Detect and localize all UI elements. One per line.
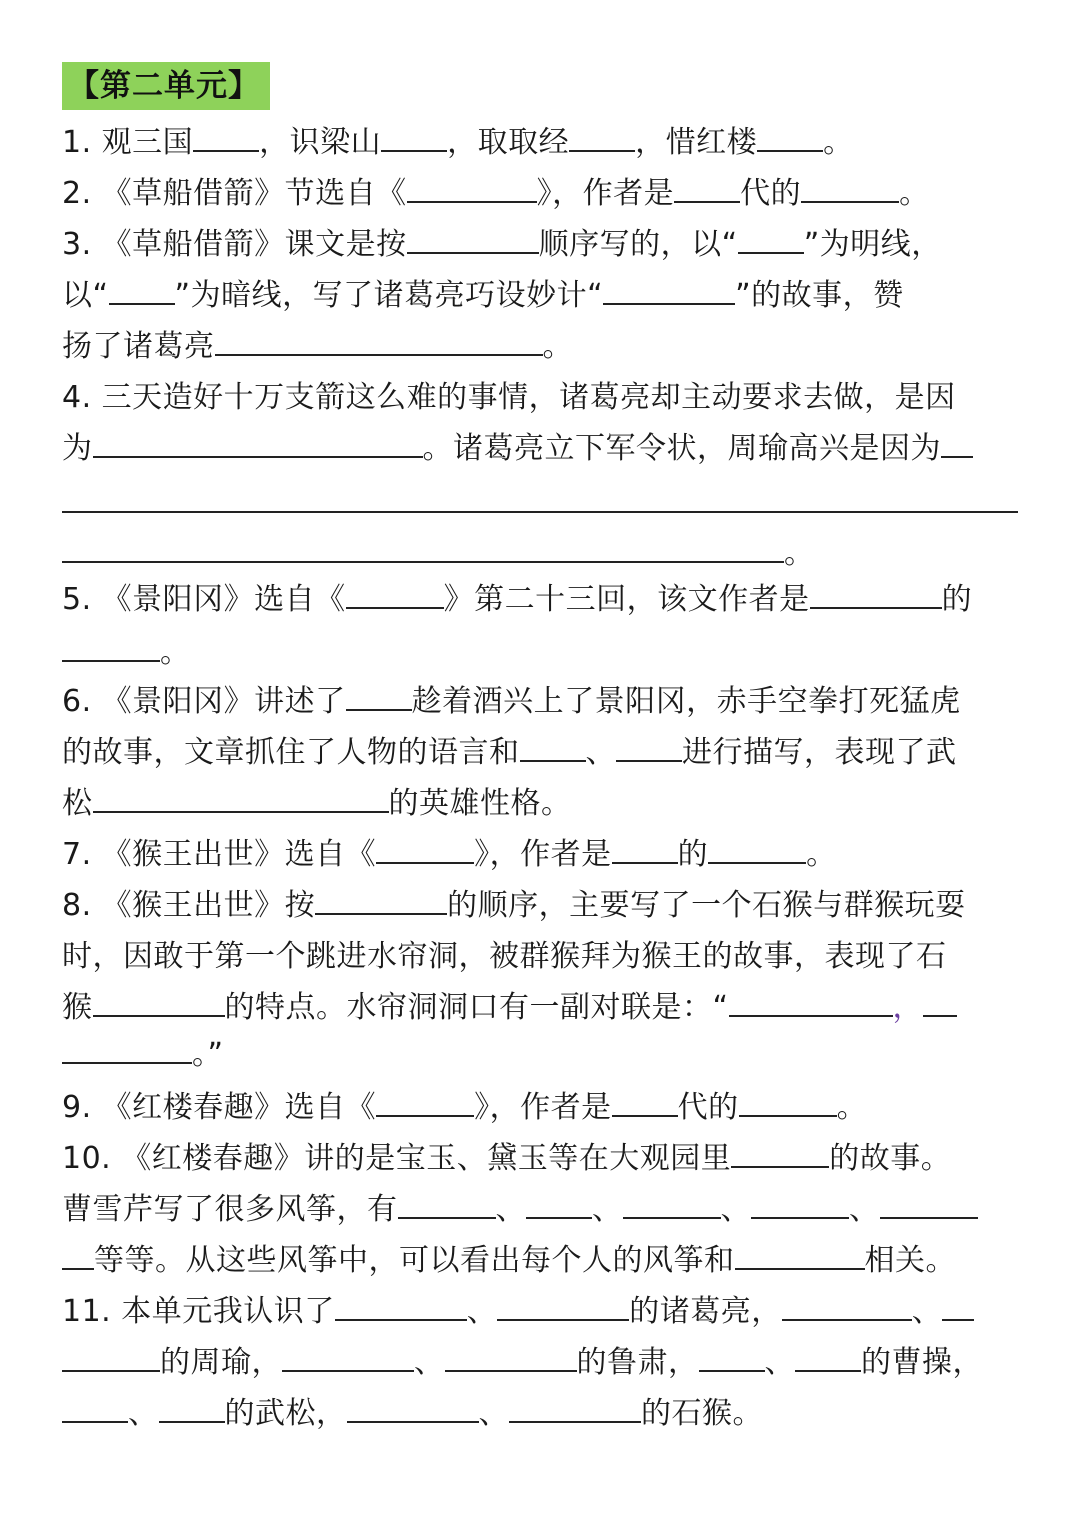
question-4-line-2 — [62, 429, 973, 469]
q4-blank-2[interactable] — [941, 430, 973, 458]
question-8-line-1 — [62, 886, 966, 926]
question-3-line-2 — [62, 276, 904, 316]
q8-text-d: 猴 — [62, 990, 93, 1025]
q4-blank-3[interactable] — [62, 535, 784, 563]
q1-text-c: ，取取经 — [447, 125, 570, 160]
q11-blank-6[interactable] — [282, 1344, 414, 1372]
q2-text-c: 代的 — [740, 176, 802, 211]
q5-blank-2[interactable] — [810, 581, 942, 609]
q10-text-c: 曹雪芹写了很多风筝，有 — [62, 1192, 398, 1227]
q8-blank-1[interactable] — [315, 887, 447, 915]
q5-text-a: 5. 《景阳冈》选自《 — [62, 582, 346, 617]
question-11-line-2 — [62, 1343, 983, 1383]
q8-text-a: 8. 《猴王出世》按 — [62, 888, 316, 923]
q3-text-f: ”的故事，赞 — [735, 278, 904, 313]
q4-text-d: 。 — [784, 536, 815, 571]
q10-sep-3: 、 — [720, 1192, 751, 1227]
q11-sep-4: 、 — [764, 1345, 795, 1380]
q11-blank-1[interactable] — [335, 1293, 467, 1321]
q11-blank-12[interactable] — [347, 1395, 479, 1423]
q6-blank-4[interactable] — [93, 785, 389, 813]
q4-text-c: 。诸葛亮立下军令状，周瑜高兴是因为 — [422, 431, 941, 466]
q7-text-b: 》，作者是 — [474, 837, 612, 872]
q1-text-d: ，惜红楼 — [635, 125, 758, 160]
question-5-line-2 — [62, 633, 191, 673]
q10-sep-4: 、 — [849, 1192, 880, 1227]
q3-blank-3[interactable] — [109, 277, 175, 305]
q1-text-b: ，识梁山 — [259, 125, 382, 160]
q3-text-b: 顺序写的，以“ — [538, 227, 738, 262]
q3-blank-5[interactable] — [215, 328, 543, 356]
q11-text-g: 的石猴。 — [641, 1396, 763, 1431]
q3-blank-1[interactable] — [407, 226, 539, 254]
q5-text-b: 》第二十三回，该文作者是 — [443, 582, 810, 617]
q8-text-g: 。” — [192, 1037, 224, 1072]
q10-blank-5[interactable] — [751, 1191, 849, 1219]
q3-blank-2[interactable] — [738, 226, 804, 254]
q6-text-e: 进行描写，表现了武 — [682, 735, 957, 770]
q11-blank-3[interactable] — [782, 1293, 912, 1321]
q1-text-e: 。 — [823, 125, 854, 160]
q11-text-b: 的诸葛亮， — [629, 1294, 782, 1329]
q2-blank-3[interactable] — [801, 175, 899, 203]
q2-text-b: 》，作者是 — [536, 176, 675, 211]
q6-text-f: 松 — [62, 786, 93, 821]
q5-blank-1[interactable] — [346, 581, 444, 609]
q11-blank-4[interactable] — [942, 1293, 974, 1321]
q3-text-a: 3. 《草船借箭》课文是按 — [62, 227, 407, 262]
question-9 — [62, 1088, 867, 1128]
q11-sep-5: 、 — [128, 1396, 159, 1431]
q7-blank-3[interactable] — [708, 836, 806, 864]
q11-blank-13[interactable] — [509, 1395, 641, 1423]
q11-sep-3: 、 — [414, 1345, 445, 1380]
q9-blank-3[interactable] — [739, 1089, 837, 1117]
q6-text-c: 的故事，文章抓住了人物的语言和 — [62, 735, 520, 770]
q11-blank-2[interactable] — [497, 1293, 629, 1321]
question-10-line-2 — [62, 1190, 978, 1230]
q6-blank-1[interactable] — [346, 683, 412, 711]
q9-text-d: 。 — [836, 1090, 868, 1125]
question-10-line-3 — [62, 1241, 956, 1281]
q10-text-b: 的故事。 — [829, 1141, 952, 1176]
q10-blank-7[interactable] — [62, 1242, 94, 1270]
q11-text-c: 的周瑜， — [160, 1345, 282, 1380]
section-title: 【第二单元】 — [62, 62, 270, 110]
q3-text-g: 扬了诸葛亮 — [62, 329, 215, 364]
q4-answer-line-full[interactable] — [62, 511, 1018, 513]
q6-blank-2[interactable] — [520, 734, 586, 762]
q8-blank-5[interactable] — [62, 1036, 192, 1064]
q11-text-e: 的曹操， — [861, 1345, 983, 1380]
q10-text-e: 相关。 — [864, 1243, 956, 1278]
question-3-line-1 — [62, 225, 942, 265]
question-10-line-1 — [62, 1139, 951, 1179]
q11-blank-7[interactable] — [445, 1344, 577, 1372]
q6-text-d: 、 — [585, 735, 616, 770]
q5-blank-3[interactable] — [62, 634, 160, 662]
question-8-line-4 — [62, 1035, 224, 1075]
q11-blank-5[interactable] — [62, 1344, 160, 1372]
q8-text-e: 的特点。水帘洞洞口有一副对联是：“ — [224, 990, 729, 1025]
q6-text-b: 趁着酒兴上了景阳冈，赤手空拳打死猛虎 — [411, 684, 961, 719]
q2-blank-1[interactable] — [407, 175, 537, 203]
q8-blank-4[interactable] — [923, 989, 957, 1017]
q8-blank-3[interactable] — [729, 989, 893, 1017]
q10-blank-8[interactable] — [735, 1242, 865, 1270]
q10-blank-3[interactable] — [526, 1191, 592, 1219]
q11-blank-11[interactable] — [159, 1395, 225, 1423]
q6-text-a: 6. 《景阳冈》讲述了 — [62, 684, 346, 719]
q8-blank-2[interactable] — [93, 989, 225, 1017]
q11-blank-10[interactable] — [62, 1395, 128, 1423]
q3-text-c: ”为明线， — [803, 227, 942, 262]
question-11-line-1 — [62, 1292, 974, 1332]
q11-text-f: 的武松， — [224, 1396, 347, 1431]
q11-text-d: 的鲁肃， — [576, 1345, 699, 1380]
question-6-line-1 — [62, 682, 961, 722]
q2-text-a: 2. 《草船借箭》节选自《 — [62, 176, 407, 211]
question-2 — [62, 174, 930, 214]
question-6-line-2 — [62, 733, 957, 773]
question-11-line-3 — [62, 1394, 763, 1434]
q1-blank-2[interactable] — [381, 124, 447, 152]
q7-blank-1[interactable] — [376, 836, 474, 864]
q9-blank-2[interactable] — [612, 1089, 678, 1117]
q11-sep-6: 、 — [478, 1396, 509, 1431]
q9-blank-1[interactable] — [376, 1089, 474, 1117]
q10-sep-2: 、 — [592, 1192, 623, 1227]
q11-sep-1: 、 — [466, 1294, 498, 1329]
q1-text-a: 1. 观三国 — [62, 125, 194, 160]
question-4-line-4 — [62, 534, 815, 574]
question-1 — [62, 123, 854, 163]
q1-blank-1[interactable] — [193, 124, 259, 152]
question-7 — [62, 835, 837, 875]
q6-blank-3[interactable] — [616, 734, 682, 762]
question-4-line-1 — [62, 378, 956, 418]
q8-text-b: 的顺序，主要写了一个石猴与群猴玩耍 — [447, 888, 966, 923]
q4-text-b: 为 — [62, 431, 93, 466]
question-5-line-1 — [62, 580, 972, 620]
q7-text-d: 。 — [806, 837, 837, 872]
q9-text-b: 》，作者是 — [474, 1090, 612, 1125]
q10-blank-4[interactable] — [623, 1191, 721, 1219]
q11-text-a: 11. 本单元我认识了 — [62, 1294, 335, 1329]
q7-text-c: 的 — [677, 837, 709, 872]
question-8-line-2 — [62, 937, 947, 977]
q10-text-a: 10. 《红楼春趣》讲的是宝玉、黛玉等在大观园里 — [62, 1141, 732, 1176]
q10-blank-1[interactable] — [731, 1140, 829, 1168]
q7-blank-2[interactable] — [612, 836, 678, 864]
q3-text-e: ”为暗线，写了诸葛亮巧设妙计“ — [174, 278, 604, 313]
q10-blank-2[interactable] — [398, 1191, 496, 1219]
question-8-line-3 — [62, 988, 957, 1028]
q2-text-d: 。 — [899, 176, 930, 211]
question-6-line-3 — [62, 784, 572, 824]
q3-blank-4[interactable] — [603, 277, 735, 305]
q11-sep-2: 、 — [911, 1294, 943, 1329]
q10-text-d: 等等。从这些风筝中，可以看出每个人的风筝和 — [94, 1243, 735, 1278]
q1-blank-3[interactable] — [569, 124, 635, 152]
q9-text-a: 9. 《红楼春趣》选自《 — [62, 1090, 377, 1125]
q2-blank-2[interactable] — [674, 175, 740, 203]
q10-blank-6[interactable] — [880, 1191, 978, 1219]
q4-text-a: 4. 三天造好十万支箭这么难的事情，诸葛亮却主动要求去做，是因 — [62, 380, 956, 415]
q4-blank-1[interactable] — [93, 430, 423, 458]
q3-text-d: 以“ — [62, 278, 109, 313]
question-3-line-3 — [62, 327, 573, 367]
q10-sep-1: 、 — [495, 1192, 526, 1227]
q11-blank-8[interactable] — [699, 1344, 765, 1372]
q8-text-f: ， — [892, 990, 924, 1025]
q6-text-g: 的英雄性格。 — [388, 786, 572, 821]
q5-text-d: 。 — [160, 635, 191, 670]
q3-text-h: 。 — [542, 329, 573, 364]
q1-blank-4[interactable] — [757, 124, 823, 152]
q9-text-c: 代的 — [677, 1090, 739, 1125]
q7-text-a: 7. 《猴王出世》选自《 — [62, 837, 377, 872]
q11-blank-9[interactable] — [795, 1344, 861, 1372]
q8-text-c: 时，因敢于第一个跳进水帘洞，被群猴拜为猴王的故事，表现了石 — [62, 939, 947, 974]
q5-text-c: 的 — [941, 582, 973, 617]
